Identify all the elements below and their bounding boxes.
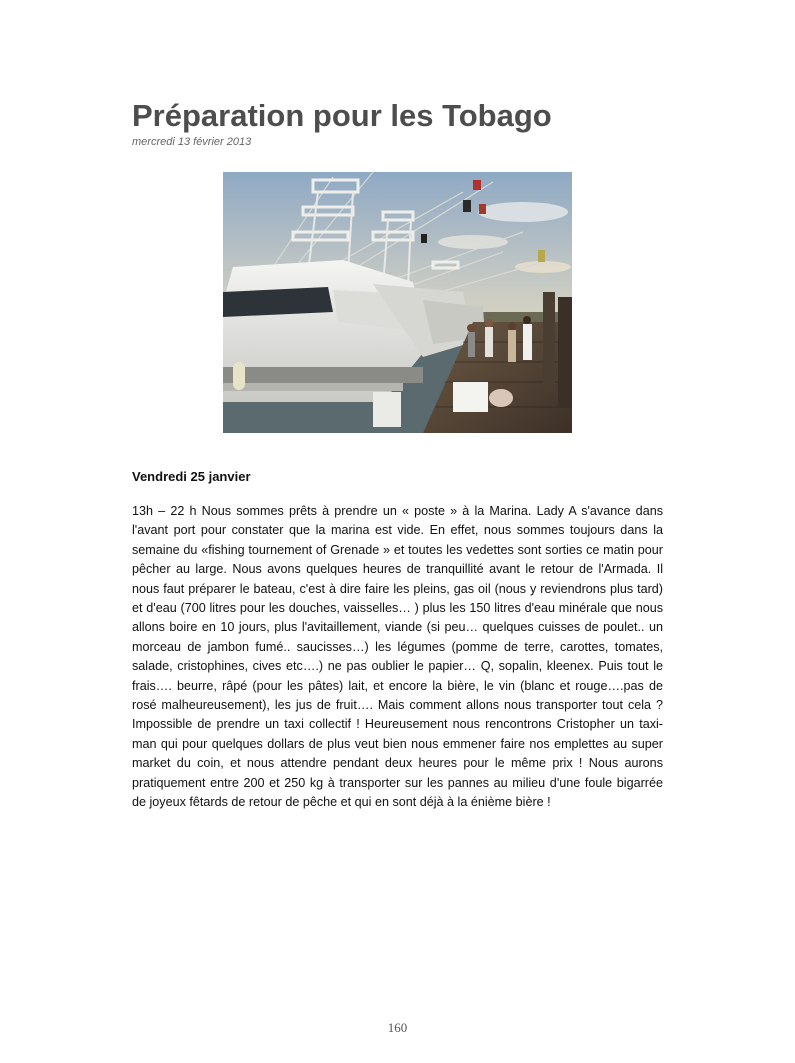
marina-photo [223,172,572,433]
section-heading: Vendredi 25 janvier [132,469,251,484]
page-title: Préparation pour les Tobago [132,98,552,133]
page-number: 160 [387,1020,408,1035]
body-paragraph: 13h – 22 h Nous sommes prêts à prendre un « poste » à la Marina. Lady A s'avance dans l'avant port pour constater que la marina est vide. En effet, nous sommes toujours dans la semaine du «fishing tournement of Grenade » et toutes les vedettes sont sorties ce matin pour pêcher au large. Nous avons quelques heures de tranquillité avant le retour de l'Armada. Il nous faut préparer le bateau, c'est à dire faire les pleins, gas oil (nous y reviendrons plus tard) et d'eau (700 litres pour les douches, vaisselles… ) plus les 150 litres d'eau minérale que nous allons boire en 10 jours, plus l'avitaillement, viande (si peu… quelques cuisses de poulet.. un morceau de jambon fumé.. saucisses…) les légumes (pomme de terre, carottes, tomates, salade, cristophines, cives etc….) ne pas oublier le papier… Q, sopalin, kleenex. Puis tout le frais…. beurre, râpé (pour les pâtes) lait, et encore la bière, le vin (blanc et rouge….pas de rosé malheureusement), les jus de fruit…. Mais comment allons nous transporter tout cela ? Impossible de prendre un taxi collectif ! Heureusement nous rencontrons Cristopher un taxi-man qui pour quelques dollars de plus veut bien nous emmener faire nos emplettes au super market du coin, et nous attendre pendant deux heures pour le même prix ! Nous aurons pratiquement entre 200 et 250 kg à transporter sur les pannes au milieu d'une foule bigarrée de joyeux fêtards de retour de pêche et qui en sont déjà à la énième bière ! [132,504,663,810]
post-date: mercredi 13 février 2013 [132,136,252,148]
